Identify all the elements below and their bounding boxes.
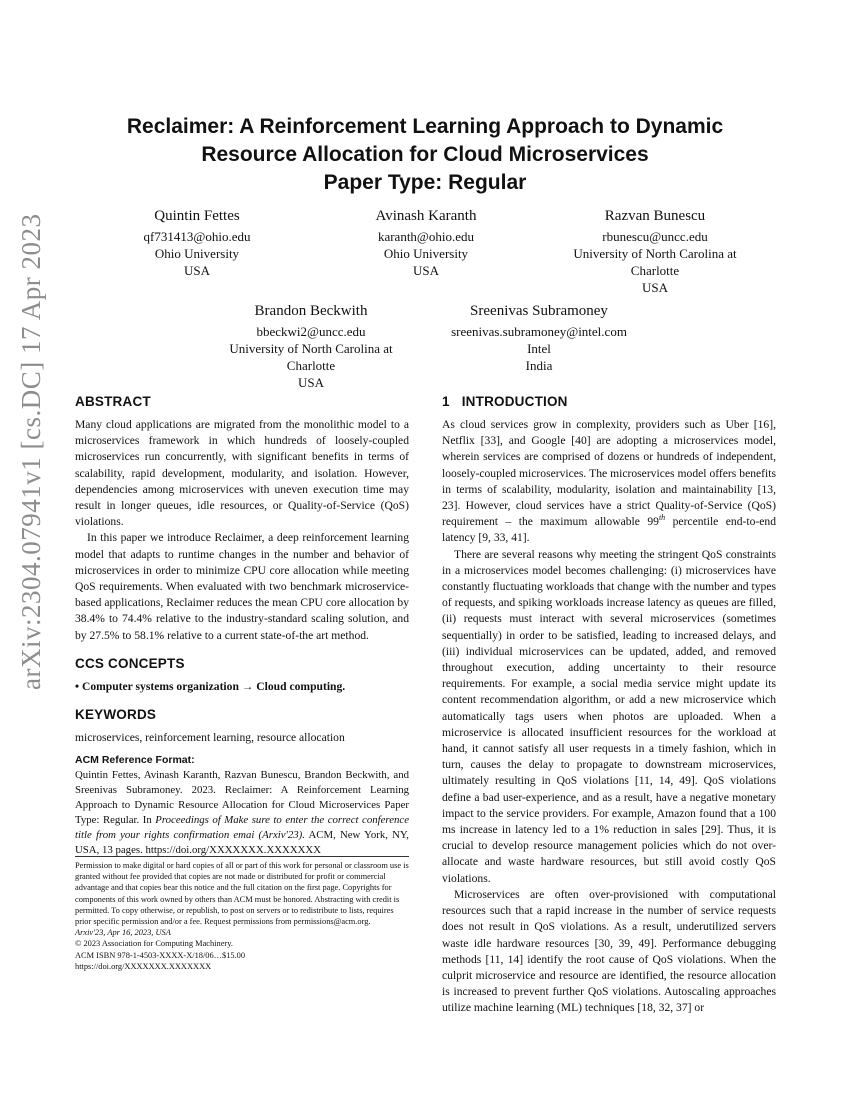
author-affiliation: Ohio University [383, 246, 469, 261]
ccs-concept-item: • Computer systems organization → Cloud computing. [75, 679, 346, 693]
author-email: qf731413@ohio.edu [143, 229, 251, 244]
author-name: Sreenivas Subramoney [470, 303, 608, 319]
author-country: USA [412, 263, 439, 278]
arxiv-identifier-stamp: arXiv:2304.07941v1 [cs.DC] 17 Apr 2023 [16, 213, 46, 690]
author-country: USA [183, 263, 210, 278]
intro-paragraph [442, 417, 776, 547]
author-block [326, 206, 526, 279]
author-name: Avinash Karanth [375, 208, 477, 224]
author-block [424, 301, 654, 374]
copyright-footnote [75, 856, 409, 972]
abstract-paragraph: Many cloud applications are migrated from the monolithic model to a microservices framework in which hundreds of loosely-coupled microservices run concurrently, with significant benefits in terms of scalability, rapid development, modularity, and isolation. However, dependencies among microservices with uneven execution time may result in longer queues, idle resources, or Quality-of-Service (QoS) violations. [75, 418, 409, 529]
keywords-heading: KEYWORDS [75, 706, 157, 722]
author-email: rbunescu@uncc.edu [602, 229, 708, 244]
copyright-line: © 2023 Association for Computing Machinery. [75, 939, 233, 949]
author-email: karanth@ohio.edu [377, 229, 475, 244]
acm-reference-proceedings: Proceedings of Make sure to enter the correct conference title from your rights confirmation emai (Arxiv'23). [75, 814, 409, 842]
author-affiliation-cont: Charlotte [630, 263, 680, 278]
right-column [442, 393, 776, 1017]
paper-title [60, 113, 790, 197]
author-email: sreenivas.subramoney@intel.com [451, 324, 627, 339]
ccs-concepts-heading: CCS CONCEPTS [75, 655, 185, 671]
title-line-2: Resource Allocation for Cloud Microservices [201, 143, 649, 166]
author-name: Razvan Bunescu [604, 208, 706, 224]
author-name: Brandon Beckwith [254, 303, 368, 319]
superscript-th: th [658, 513, 666, 523]
doi-link[interactable]: https://doi.org/XXXXXXX.XXXXXXX [75, 961, 212, 971]
section-title: INTRODUCTION [461, 394, 568, 409]
acm-reference-publisher: ACM, New York, NY, USA, 13 pages. https://doi.org/XXXXXXX.XXXXXXX [75, 829, 409, 857]
author-affiliation: University of North Carolina at [573, 246, 737, 261]
venue-line: Arxiv'23, Apr 16, 2023, USA [75, 928, 171, 938]
introduction-heading [442, 393, 776, 411]
author-country: USA [297, 375, 324, 390]
isbn-line: ACM ISBN 978-1-4503-XXXX-X/18/06…$15.00 [75, 950, 246, 960]
author-block [186, 301, 436, 391]
title-line-3: Paper Type: Regular [323, 171, 527, 194]
keywords-text: microservices, reinforcement learning, resource allocation [75, 730, 345, 744]
abstract-heading: ABSTRACT [75, 394, 151, 409]
author-block [97, 206, 297, 279]
title-line-1: Reclaimer: A Reinforcement Learning Approach to Dynamic [126, 115, 724, 138]
intro-paragraph: Microservices are often over-provisioned with computational resources such that a rapid increase in the number of service requests does not result in QoS violations. As a result, underutilized servers waste idle hardware resources [30, 39, 49]. Performance debugging methods [11, 14] identify the root cause of QoS violations. When the culprit microservice and resource are identified, the resource allocation is increased to prevent further QoS violations. Autoscaling approaches utilize machine learning (ML) techniques [18, 32, 37] or [442, 887, 776, 1015]
author-country: India [525, 358, 553, 373]
author-name: Quintin Fettes [154, 208, 240, 224]
author-affiliation: Intel [527, 341, 551, 356]
acm-reference-authors: Quintin Fettes, Avinash Karanth, Razvan Bunescu, Brandon Beckwith, and Sreenivas Subramoney. 2023. Reclaimer: A Reinforcement Learning Approach to Dynamic Resource Allocation for Cloud Microservices Paper Type: Regular. In [75, 769, 409, 827]
author-affiliation: University of North Carolina at [229, 341, 393, 356]
intro-paragraph: There are several reasons why meeting the stringent QoS constraints in a microservices model becomes challenging: (i) microservices have constantly fluctuating workloads that change with the number and types of requests, and spiking workloads increase latency as queues are filled, (ii) requests must interact with several microservices (sometimes sequentially) in order to be satisfied, leading to increased delays, and (iii) individual microservices can be updated, added, and removed throughout execution, adding uncertainty to their resource requirements. For example, a social media service might update its content recommendation algorithm, or add a new microservice which automatically tags users when photos are uploaded. When a microservice is allocated insufficient resources for the workload at hand, it cannot satisfy all user requests in a timely fashion, which in turn, causes the delay to propagate to downstream microservices, ultimately resulting in QoS violations [11, 14, 49]. QoS violations define a bad user-experience, and as a result, have a negative monetary impact to the service providers. For example, Amazon found that a 100 ms increase in latency led to a 1% reduction in sales [29]. Thus, it is crucial to develop resource management policies which do not over-allocate and waste hardware resources, but still avoid costly QoS violations. [442, 547, 776, 885]
author-country: USA [641, 280, 668, 295]
author-block [530, 206, 780, 296]
acm-reference-text [75, 768, 409, 858]
acm-reference-heading: ACM Reference Format: [75, 754, 195, 767]
abstract-paragraph: In this paper we introduce Reclaimer, a deep reinforcement learning model that adapts to runtime changes in the number and behavior of microservices in order to minimize CPU core allocation while meeting QoS requirements. When evaluated with two benchmark microservice-based applications, Reclaimer reduces the mean CPU core allocation by 38.4% to 74.4% relative to the industry-standard scaling solution, and by 27.5% to 58.1% relative to a current state-of-the art method. [75, 531, 409, 642]
intro-text: As cloud services grow in complexity, providers such as Uber [16], Netflix [33], and Google [40] are adopting a microservices model, wherein services are comprised of dozens or hundreds of independent, loosely-coupled microservices. The microservices model offers benefits in terms of scalability, modularity, isolation and maintainability [13, 23]. However, cloud services have a strict Quality-of-Service (QoS) requirement – the maximum allowable 99 [442, 418, 776, 529]
permission-notice: Permission to make digital or hard copies of all or part of this work for personal or classroom use is granted without fee provided that copies are not made or distributed for profit or commercial advantage and that copies bear this notice and the full citation on the first page. Copyrights for components of this work owned by others than ACM must be honored. Abstracting with credit is permitted. To copy otherwise, or republish, to post on servers or to redistribute to lists, requires prior specific permission and/or a fee. Request permissions from permissions@acm.org. [75, 861, 409, 927]
author-affiliation: Ohio University [154, 246, 240, 261]
author-affiliation-cont: Charlotte [286, 358, 336, 373]
author-email: bbeckwi2@uncc.edu [256, 324, 366, 339]
section-number: 1 [442, 394, 450, 409]
left-column [75, 393, 409, 858]
intro-text: percentile end-to-end latency [9, 33, 41]. [442, 515, 777, 545]
